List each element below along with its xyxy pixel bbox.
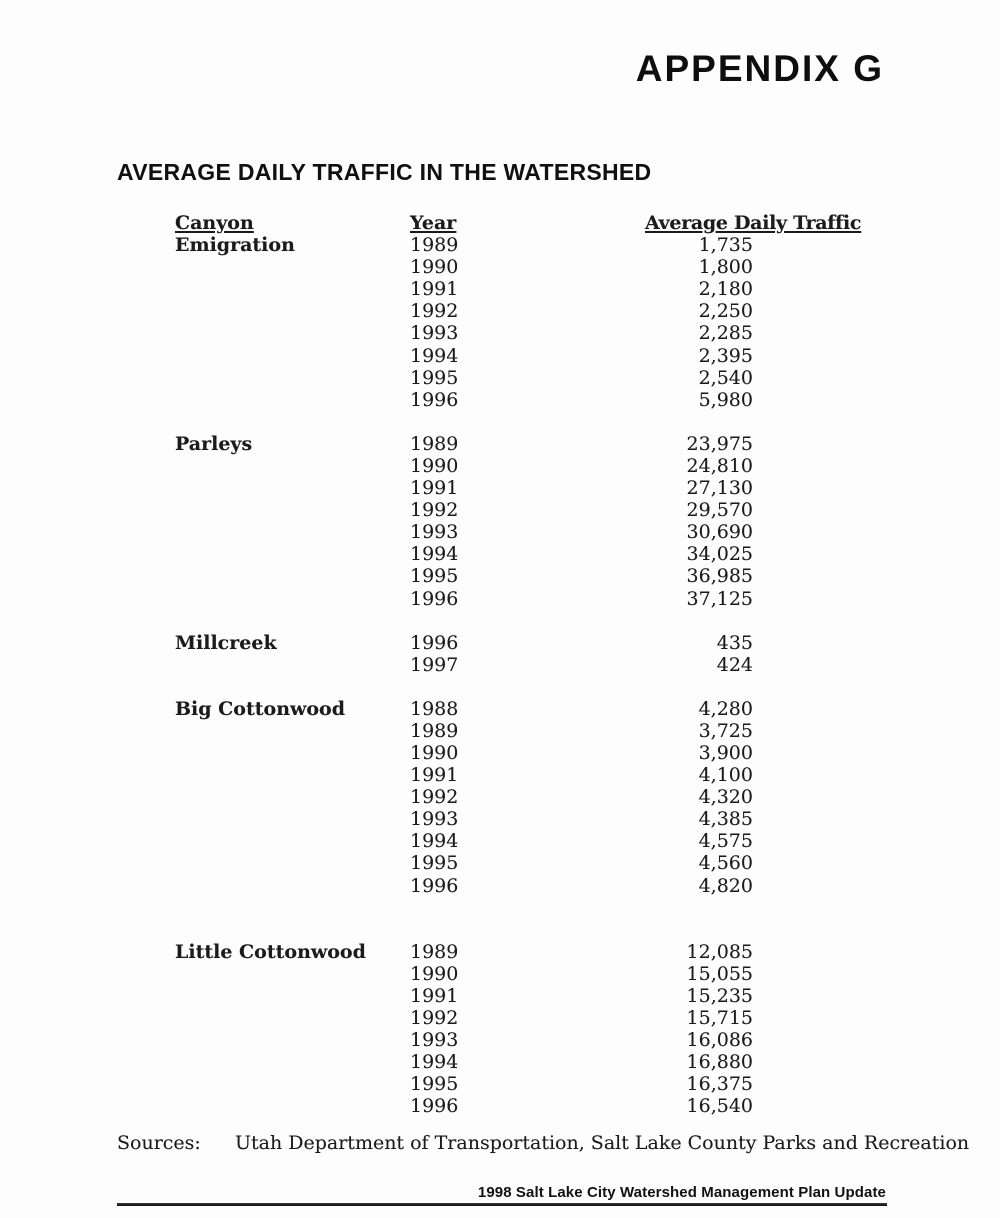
canyon-cell <box>175 367 410 389</box>
canyon-cell <box>175 764 410 786</box>
year-cell: 1988 <box>410 697 459 720</box>
table-row <box>175 499 850 521</box>
sources-text: Utah Department of Transportation, Salt Lake County Parks and Recreation <box>235 1132 970 1154</box>
table-row <box>175 1029 850 1051</box>
year-cell: 1993 <box>410 521 459 544</box>
traffic-cell: 3,725 <box>698 719 753 742</box>
traffic-cell: 4,100 <box>698 764 753 787</box>
canyon-cell <box>175 808 410 830</box>
table-row <box>175 278 850 300</box>
canyon-cell: Little Cottonwood <box>175 940 366 963</box>
traffic-table <box>175 212 862 1118</box>
table-row <box>175 588 850 610</box>
column-header-average-daily-traffic: Average Daily Traffic <box>645 212 862 234</box>
table-row <box>175 830 850 852</box>
canyon-cell: Big Cottonwood <box>175 697 345 720</box>
traffic-cell: 4,560 <box>698 852 753 875</box>
canyon-cell <box>175 477 410 499</box>
canyon-cell <box>175 389 410 411</box>
table-section <box>175 234 850 411</box>
table-row <box>175 256 850 278</box>
year-cell: 1992 <box>410 1006 459 1029</box>
year-cell: 1995 <box>410 1073 459 1096</box>
traffic-cell: 435 <box>716 631 753 654</box>
table-row <box>175 654 850 676</box>
footer-rule <box>117 1203 887 1206</box>
table-row <box>175 345 850 367</box>
traffic-cell: 4,320 <box>698 786 753 809</box>
table-row <box>175 389 850 411</box>
traffic-cell: 1,800 <box>698 256 753 279</box>
year-cell: 1997 <box>410 653 459 676</box>
traffic-cell: 4,385 <box>698 808 753 831</box>
table-row <box>175 786 850 808</box>
year-cell: 1991 <box>410 764 459 787</box>
traffic-cell: 16,086 <box>686 1029 753 1051</box>
year-cell: 1996 <box>410 1095 459 1118</box>
year-cell: 1990 <box>410 962 459 985</box>
year-cell: 1995 <box>410 366 459 389</box>
year-cell: 1991 <box>410 477 459 500</box>
sources-row <box>117 1132 969 1154</box>
year-cell: 1996 <box>410 587 459 610</box>
traffic-cell: 15,235 <box>686 984 753 1007</box>
table-row <box>175 322 850 344</box>
table-row <box>175 941 850 963</box>
table-row <box>175 985 850 1007</box>
canyon-cell <box>175 345 410 367</box>
traffic-cell: 2,285 <box>698 322 753 345</box>
column-header-year: Year <box>410 212 457 234</box>
canyon-cell <box>175 300 410 322</box>
traffic-cell: 29,570 <box>686 499 753 522</box>
year-cell: 1992 <box>410 786 459 809</box>
traffic-cell: 16,540 <box>686 1095 753 1118</box>
table-row <box>175 367 850 389</box>
table-row <box>175 1007 850 1029</box>
traffic-cell: 4,575 <box>698 830 753 853</box>
table-header-row <box>175 212 862 234</box>
traffic-cell: 30,690 <box>686 521 753 544</box>
traffic-cell: 23,975 <box>686 432 753 455</box>
table-row <box>175 808 850 830</box>
table-row <box>175 698 850 720</box>
year-cell: 1993 <box>410 1029 459 1051</box>
year-cell: 1989 <box>410 234 459 257</box>
table-body <box>175 234 850 1117</box>
traffic-cell: 2,540 <box>698 366 753 389</box>
canyon-cell <box>175 1029 410 1051</box>
traffic-cell: 16,880 <box>686 1051 753 1074</box>
traffic-cell: 15,055 <box>686 962 753 985</box>
traffic-cell: 2,395 <box>698 344 753 367</box>
table-row <box>175 300 850 322</box>
year-cell: 1989 <box>410 940 459 963</box>
traffic-cell: 16,375 <box>686 1073 753 1096</box>
year-cell: 1994 <box>410 830 459 853</box>
canyon-cell <box>175 278 410 300</box>
traffic-cell: 4,820 <box>698 874 753 897</box>
traffic-cell: 424 <box>716 653 753 676</box>
canyon-cell <box>175 256 410 278</box>
canyon-cell <box>175 1095 410 1117</box>
year-cell: 1991 <box>410 278 459 301</box>
canyon-cell: Millcreek <box>175 631 277 654</box>
table-row <box>175 742 850 764</box>
table-row <box>175 632 850 654</box>
canyon-cell <box>175 1007 410 1029</box>
table-row <box>175 963 850 985</box>
footer-text: 1998 Salt Lake City Watershed Management Plan Update <box>477 1184 886 1201</box>
table-row <box>175 764 850 786</box>
sources-label: Sources: <box>117 1132 201 1154</box>
column-header-canyon: Canyon <box>175 212 254 234</box>
canyon-cell <box>175 720 410 742</box>
year-cell: 1991 <box>410 984 459 1007</box>
table-row <box>175 1095 850 1117</box>
year-cell: 1992 <box>410 300 459 323</box>
year-cell: 1996 <box>410 388 459 411</box>
canyon-cell <box>175 963 410 985</box>
traffic-cell: 24,810 <box>686 454 753 477</box>
traffic-cell: 2,250 <box>698 300 753 323</box>
appendix-title: APPENDIX G <box>635 48 884 89</box>
table-row <box>175 234 850 256</box>
year-cell: 1993 <box>410 808 459 831</box>
table-row <box>175 1073 850 1095</box>
table-section <box>175 632 850 676</box>
traffic-cell: 4,280 <box>698 697 753 720</box>
canyon-cell <box>175 654 410 676</box>
page-title: AVERAGE DAILY TRAFFIC IN THE WATERSHED <box>117 159 652 185</box>
table-row <box>175 521 850 543</box>
year-cell: 1994 <box>410 543 459 566</box>
traffic-cell: 15,715 <box>686 1006 753 1029</box>
table-row <box>175 455 850 477</box>
year-cell: 1990 <box>410 256 459 279</box>
canyon-cell <box>175 499 410 521</box>
table-row <box>175 477 850 499</box>
traffic-cell: 34,025 <box>686 543 753 566</box>
year-cell: 1996 <box>410 874 459 897</box>
canyon-cell <box>175 875 410 897</box>
traffic-cell: 5,980 <box>698 388 753 411</box>
table-row <box>175 852 850 874</box>
year-cell: 1990 <box>410 454 459 477</box>
traffic-cell: 12,085 <box>686 940 753 963</box>
year-cell: 1996 <box>410 631 459 654</box>
canyon-cell <box>175 455 410 477</box>
year-cell: 1995 <box>410 565 459 588</box>
canyon-cell <box>175 852 410 874</box>
year-cell: 1995 <box>410 852 459 875</box>
canyon-cell <box>175 565 410 587</box>
traffic-cell: 27,130 <box>686 477 753 500</box>
table-section <box>175 433 850 610</box>
table-row <box>175 875 850 897</box>
traffic-cell: 3,900 <box>698 741 753 764</box>
year-cell: 1989 <box>410 719 459 742</box>
canyon-cell: Emigration <box>175 234 295 257</box>
traffic-cell: 36,985 <box>686 565 753 588</box>
canyon-cell <box>175 1051 410 1073</box>
canyon-cell <box>175 1073 410 1095</box>
table-section <box>175 941 850 1118</box>
canyon-cell <box>175 742 410 764</box>
traffic-cell: 1,735 <box>698 234 753 257</box>
table-row <box>175 565 850 587</box>
table-section <box>175 698 850 897</box>
canyon-cell <box>175 588 410 610</box>
year-cell: 1993 <box>410 322 459 345</box>
year-cell: 1994 <box>410 344 459 367</box>
canyon-cell <box>175 985 410 1007</box>
canyon-cell <box>175 786 410 808</box>
year-cell: 1992 <box>410 499 459 522</box>
year-cell: 1989 <box>410 432 459 455</box>
canyon-cell <box>175 830 410 852</box>
table-row <box>175 543 850 565</box>
canyon-cell <box>175 521 410 543</box>
table-row <box>175 433 850 455</box>
canyon-cell: Parleys <box>175 432 253 455</box>
year-cell: 1994 <box>410 1051 459 1074</box>
table-row <box>175 1051 850 1073</box>
canyon-cell <box>175 322 410 344</box>
traffic-cell: 2,180 <box>698 278 753 301</box>
traffic-cell: 37,125 <box>686 587 753 610</box>
canyon-cell <box>175 543 410 565</box>
table-row <box>175 720 850 742</box>
year-cell: 1990 <box>410 741 459 764</box>
